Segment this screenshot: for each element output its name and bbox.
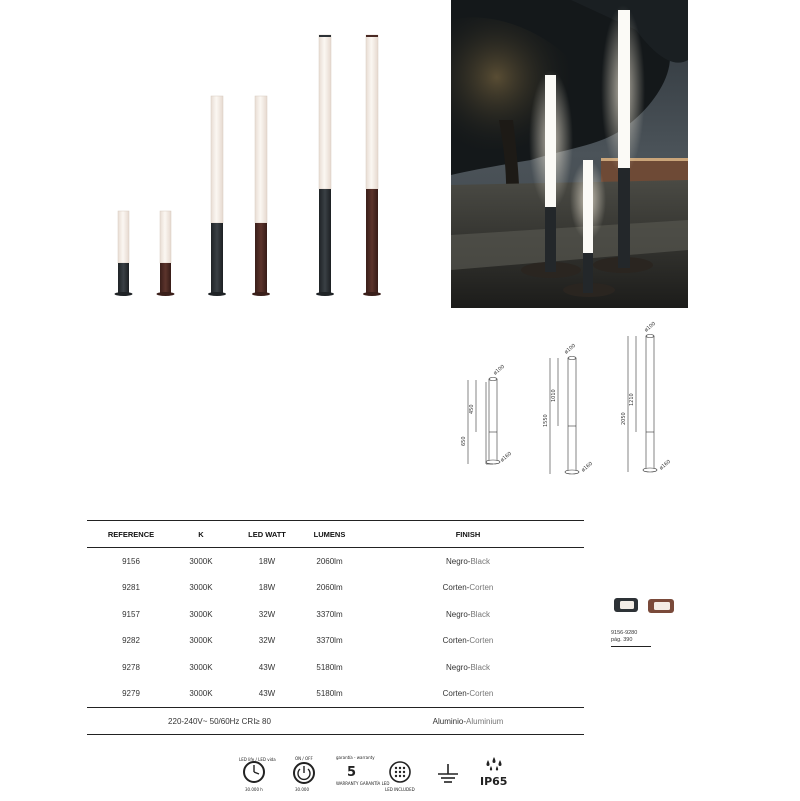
cell-k: 3000K xyxy=(189,583,213,593)
header-finish: FINISH xyxy=(352,521,584,548)
drawing-tall-diameter-base: ø160 xyxy=(658,458,672,472)
drawing-small-height-total: 650 xyxy=(461,436,467,446)
drawing-medium-diameter-base: ø160 xyxy=(580,460,594,474)
ip-rating-text: IP65 xyxy=(480,775,508,788)
table-row xyxy=(87,575,584,602)
on-off-count: 30.000 xyxy=(295,787,309,792)
spec-table xyxy=(87,520,584,735)
bollard-9281 xyxy=(157,211,175,296)
drawing-tall-diameter-top: ø100 xyxy=(643,320,657,334)
product-lineup xyxy=(100,25,400,300)
cell-watt: 18W xyxy=(258,556,276,566)
warranty-top-text: garantía - warranty xyxy=(336,755,375,760)
technical-drawings xyxy=(440,322,700,492)
cell-reference: 9279 xyxy=(122,689,140,699)
cell-electrical: 220-240V~ 50/60Hz CRI≥ 80 xyxy=(87,708,352,735)
bollard-9282 xyxy=(252,96,270,296)
header-reference: REFERENCE xyxy=(87,521,175,548)
led-life-text: LED life / LED vida xyxy=(239,757,276,762)
led-life-hours: 30.000 h xyxy=(245,787,263,792)
bollard-9278 xyxy=(316,35,334,296)
table-row xyxy=(87,601,584,628)
cell-reference: 9156 xyxy=(122,556,140,566)
table-row xyxy=(87,548,584,575)
cell-lumens: 5180lm xyxy=(316,689,343,699)
earth-ground-icon xyxy=(430,752,466,796)
cell-reference: 9281 xyxy=(122,583,140,593)
header-lumens: LUMENS xyxy=(307,521,352,548)
cell-reference: 9282 xyxy=(122,636,140,646)
drawing-medium-diameter-top: ø100 xyxy=(563,342,577,356)
led-included-text: LED INCLUDED xyxy=(385,787,415,792)
cell-lumens: 3370lm xyxy=(316,609,343,619)
cell-finish: Negro-Black xyxy=(445,662,490,672)
cell-watt: 43W xyxy=(258,662,276,672)
cell-lumens: 3370lm xyxy=(316,636,343,646)
cell-lumens: 2060lm xyxy=(316,556,343,566)
table-row xyxy=(87,681,584,708)
drawing-small-diameter-top: ø100 xyxy=(492,363,506,377)
drawing-tall-height-total: 2050 xyxy=(621,412,627,425)
cell-lumens: 5180lm xyxy=(316,662,343,672)
cell-reference: 9278 xyxy=(122,662,140,672)
bollard-9157 xyxy=(208,96,226,296)
bollard-9279 xyxy=(363,35,381,296)
bollard-9156 xyxy=(115,211,133,296)
accessory-black-fixture xyxy=(614,598,638,612)
drawing-small-height-light: 450 xyxy=(469,404,475,414)
drawing-small-diameter-base: ø160 xyxy=(499,450,513,464)
drawing-tall-height-light: 1210 xyxy=(629,393,635,406)
led-life-icon xyxy=(236,752,276,796)
night-installation-photo xyxy=(451,0,688,308)
accessory-corten-fixture xyxy=(648,599,674,613)
table-footer-row xyxy=(87,708,584,735)
cell-finish: Corten-Corten xyxy=(442,583,494,593)
cell-k: 3000K xyxy=(189,609,213,619)
header-led-watt: LED WATT xyxy=(227,521,307,548)
drawing-medium-height-total: 1550 xyxy=(543,414,549,427)
cell-finish: Negro-Black xyxy=(445,556,490,566)
cell-watt: 32W xyxy=(258,636,276,646)
drawing-medium-height-light: 1010 xyxy=(551,389,557,402)
warranty-icon xyxy=(334,752,390,796)
cell-finish: Corten-Corten xyxy=(442,636,494,646)
cell-finish: Corten-Corten xyxy=(442,689,494,699)
table-header-row xyxy=(87,521,584,548)
ip65-icon xyxy=(476,752,512,796)
table-row xyxy=(87,654,584,681)
on-off-icon xyxy=(286,752,322,796)
cell-finish: Negro-Black xyxy=(445,609,490,619)
accessory-refs: 9156-9280 xyxy=(611,630,638,636)
drawing-small xyxy=(468,378,500,465)
led-included-icon xyxy=(382,752,418,796)
cell-k: 3000K xyxy=(189,636,213,646)
warranty-text: WARRANTY GARANTÍA LED xyxy=(336,781,390,786)
cell-footer-finish: Aluminio-Aluminium xyxy=(352,708,584,735)
header-k: K xyxy=(175,521,227,548)
cell-lumens: 2060lm xyxy=(316,583,343,593)
table-row xyxy=(87,628,584,655)
cell-reference: 9157 xyxy=(122,609,140,619)
feature-icons xyxy=(230,752,550,796)
cell-watt: 18W xyxy=(258,583,276,593)
cell-k: 3000K xyxy=(189,556,213,566)
warranty-number: 5 xyxy=(347,765,357,780)
cell-watt: 32W xyxy=(258,609,276,619)
accessory-caption xyxy=(611,630,637,644)
drawing-medium xyxy=(550,357,579,475)
cell-k: 3000K xyxy=(189,662,213,672)
cell-watt: 43W xyxy=(258,689,276,699)
accessory-page: pág. 390 xyxy=(611,637,633,643)
accessory-divider xyxy=(611,646,651,647)
water-drops-icon xyxy=(487,757,502,771)
on-off-text: ON / OFF xyxy=(295,756,313,761)
cell-k: 3000K xyxy=(189,689,213,699)
